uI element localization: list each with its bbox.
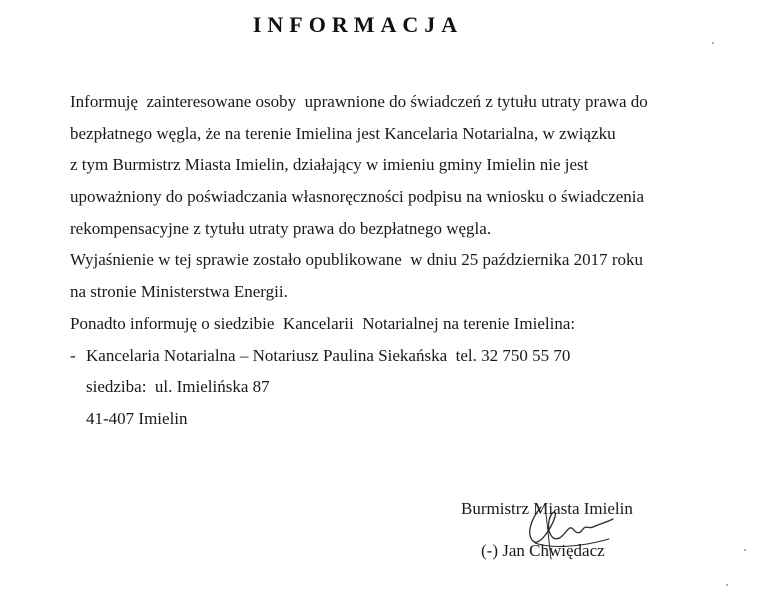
scan-speck [744,549,746,551]
paragraph-1-line-3: z tym Burmistrz Miasta Imielin, działający w imieniu gminy Imielin nie jest [70,155,589,175]
paragraph-1-line-2: bezpłatnego węgla, że na terenie Imielina jest Kancelaria Notarialna, w związku [70,123,616,143]
address-line-2: 41-407 Imielin [86,408,188,428]
scan-speck [712,42,714,44]
signature-name: (-) Jan Chwiędacz [481,541,605,560]
paragraph-1-line-4: upoważniony do poświadczania własnoręczności podpisu na wniosku o świadczenia [70,187,645,207]
signature-role: Burmistrz Miasta Imielin [461,499,633,518]
signature-block [461,499,701,579]
notary-list-item [70,340,750,372]
paragraph-3: Ponadto informuję o siedzibie Kancelarii Notarialnej na terenie Imielina: [70,313,576,333]
list-dash: - [70,345,76,365]
document-body [70,86,750,435]
paragraph-2-line-1: Wyjaśnienie w tej sprawie zostało opublikowane w dniu 25 października 2017 roku [70,250,644,270]
address-line-1: siedziba: ul. Imielińska 87 [86,377,270,397]
paragraph-1-line-5: rekompensacyjne z tytułu utraty prawa do bezpłatnego węgla. [70,218,492,238]
scan-speck [726,584,728,586]
document-title: INFORMACJA [252,12,464,37]
notary-list-item-text: Kancelaria Notarialna – Notariusz Paulina Siekańska tel. 32 750 55 70 [86,345,571,365]
paragraph-1-line-1: Informuję zainteresowane osoby uprawnione do świadczeń z tytułu utraty prawa do [70,92,648,111]
handwritten-signature [521,499,641,569]
paragraph-2-line-2: na stronie Ministerstwa Energii. [70,282,288,302]
